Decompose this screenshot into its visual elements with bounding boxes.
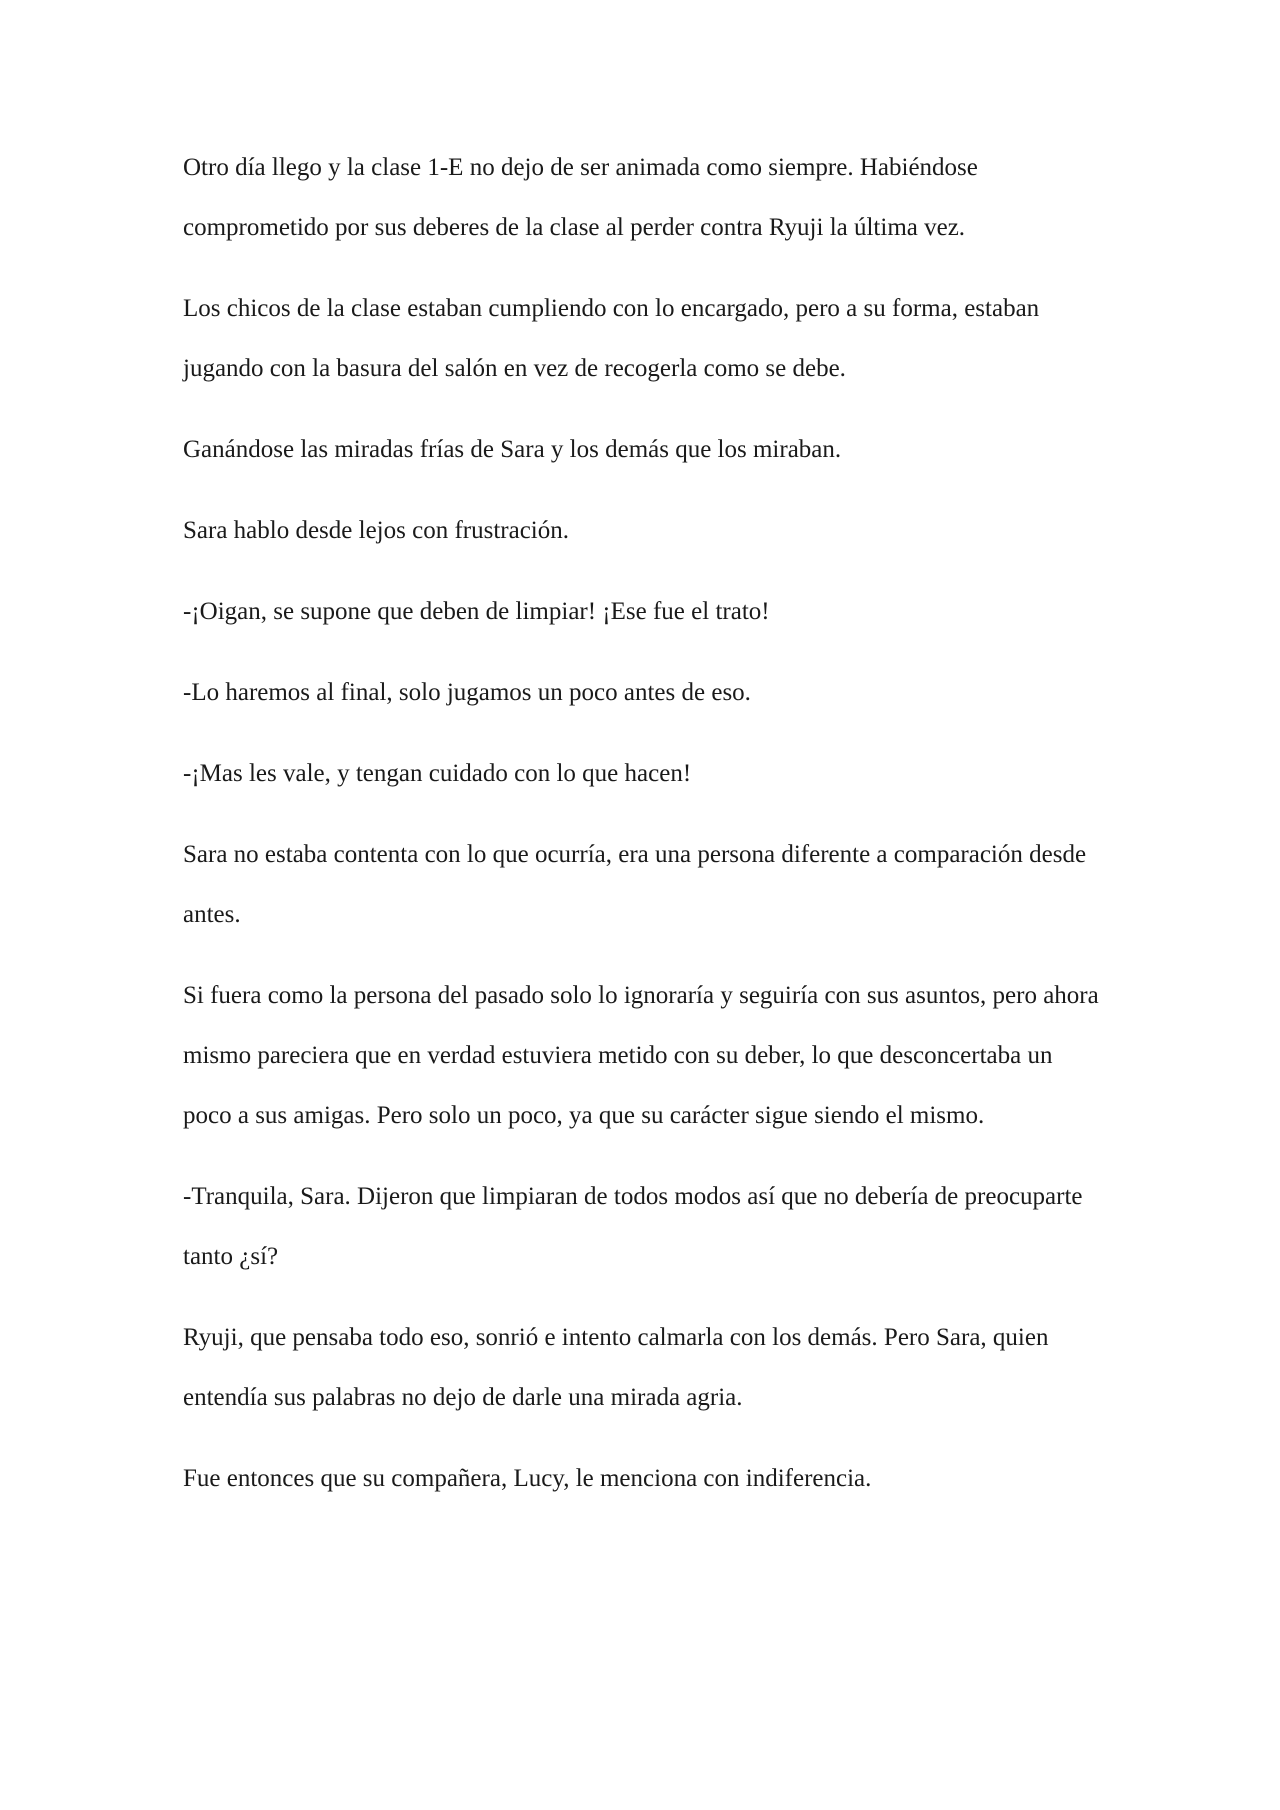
paragraph: Los chicos de la clase estaban cumpliendo con lo encargado, pero a su forma, estaban jugando con la basura del salón en vez de recogerla como se debe.: [183, 295, 1040, 382]
dialogue-line: -¡Oigan, se supone que deben de limpiar! ¡Ese fue el trato!: [183, 598, 770, 625]
paragraph: Ganándose las miradas frías de Sara y los demás que los miraban.: [183, 436, 842, 463]
paragraph: Ryuji, que pensaba todo eso, sonrió e intento calmarla con los demás. Pero Sara, quien entendía sus palabras no dejo de darle una mirada agria.: [183, 1324, 1049, 1411]
dialogue-line: -¡Mas les vale, y tengan cuidado con lo que hacen!: [183, 760, 692, 787]
paragraph: Fue entonces que su compañera, Lucy, le menciona con indiferencia.: [183, 1465, 872, 1492]
document-body: [183, 138, 1103, 1530]
dialogue-line: -Lo haremos al final, solo jugamos un poco antes de eso.: [183, 679, 751, 706]
dialogue-line: -Tranquila, Sara. Dijeron que limpiaran de todos modos así que no debería de preocuparte tanto ¿sí?: [183, 1183, 1083, 1270]
paragraph: Sara hablo desde lejos con frustración.: [183, 517, 569, 544]
paragraph: Otro día llego y la clase 1-E no dejo de ser animada como siempre. Habiéndose comprometido por sus deberes de la clase al perder contra Ryuji la última vez.: [183, 154, 978, 241]
paragraph: Si fuera como la persona del pasado solo lo ignoraría y seguiría con sus asuntos, pero ahora mismo pareciera que en verdad estuviera metido con su deber, lo que desconcertaba un poco a sus amigas. Pero solo un poco, ya que su carácter sigue siendo el mismo.: [183, 982, 1099, 1129]
paragraph: Sara no estaba contenta con lo que ocurría, era una persona diferente a comparación desde antes.: [183, 841, 1087, 928]
